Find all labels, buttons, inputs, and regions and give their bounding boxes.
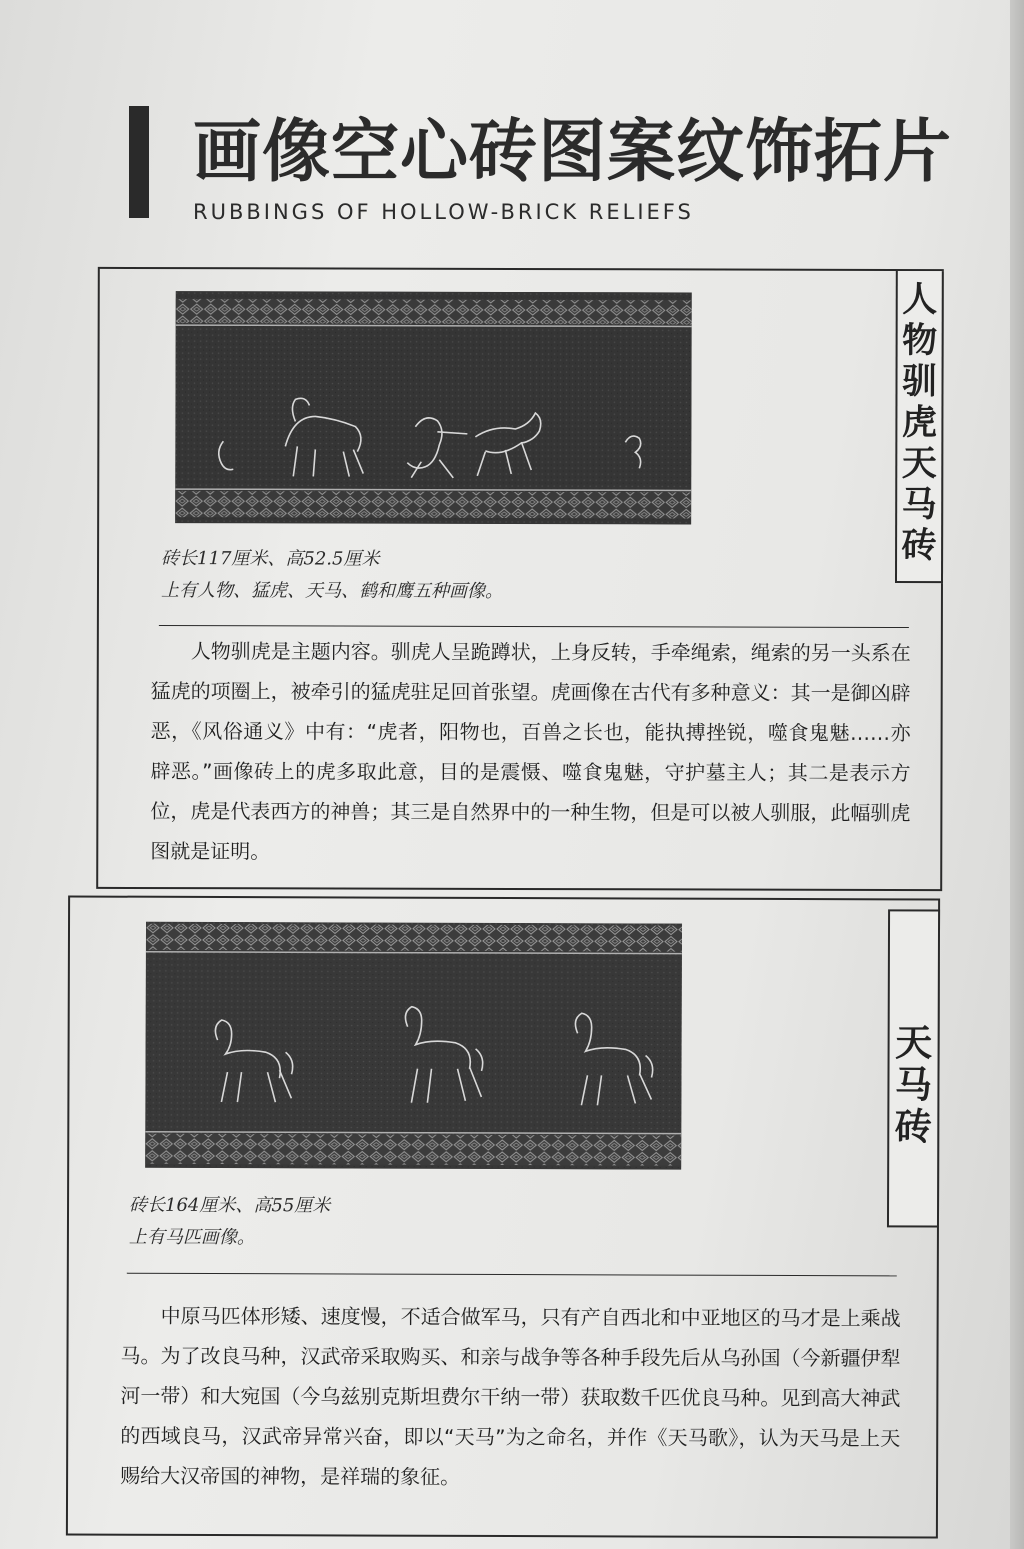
side-label-char: 物	[902, 319, 938, 362]
side-label-char: 驯	[901, 360, 938, 403]
caption-dimensions: 砖长117厘米、高52.5厘米	[161, 548, 380, 570]
side-label-char: 砖	[894, 1104, 932, 1149]
side-label-char: 天	[895, 1020, 933, 1065]
side-label-char: 马	[894, 1062, 933, 1107]
divider-line	[127, 1273, 897, 1277]
page-subtitle: RUBBINGS OF HOLLOW-BRICK RELIEFS	[193, 200, 694, 224]
rubbing-figures	[175, 291, 692, 524]
description-paragraph: 人物驯虎是主题内容。驯虎人呈跪蹲状，上身反转，手牵绳索，绳索的另一头系在猛虎的项圈上，被牵引的猛虎驻足回首张望。虎画像在古代有多种意义：其一是御凶辟恶，《风俗通义》中有：“虎者，阳物也，百兽之长也，能执搏挫锐，噬食鬼魅……亦辟恶。”画像砖上的虎多取此意，目的是震慑、噬食鬼魅，守护墓主人；其二是表示方位，虎是代表西方的神兽；其三是自然界中的一种生物，但是可以被人驯服，此幅驯虎图就是证明。	[150, 639, 911, 864]
side-label-char: 虎	[901, 401, 937, 444]
panel-tiger-taming-brick	[96, 267, 944, 891]
side-label-tab	[887, 909, 940, 1227]
caption-description: 上有马匹画像。	[128, 1226, 255, 1249]
side-label-char: 马	[901, 483, 937, 526]
divider-line	[159, 625, 909, 628]
brick-rubbing-image	[145, 922, 682, 1170]
adjacent-page-edge	[1010, 0, 1024, 1549]
brick-rubbing-image	[175, 291, 692, 524]
title-accent-bar	[129, 106, 149, 218]
side-label-char: 人	[902, 278, 938, 321]
brick-caption	[161, 543, 503, 608]
brick-caption	[129, 1190, 330, 1255]
side-label-char: 天	[901, 442, 937, 485]
panel-heavenly-horse-brick	[66, 895, 940, 1538]
rubbing-figures	[145, 922, 682, 1170]
description-paragraph: 中原马匹体形矮、速度慢，不适合做军马，只有产自西北和中亚地区的马才是上乘战马。为了改良马种，汉武帝采取购买、和亲与战争等各种手段先后从乌孙国（今新疆伊犁河一带）和大宛国（今乌兹别克斯坦费尔干纳一带）获取数千匹优良马种。见到高大神武的西域良马，汉武帝异常兴奋，即以“天马”为之命名，并作《天马歌》，认为天马是上天赐给大汉帝国的神物，是祥瑞的象征。	[120, 1303, 901, 1489]
side-label-tab	[895, 271, 944, 583]
page-title: 画像空心砖图案纹饰拓片	[193, 112, 953, 192]
side-label-char: 砖	[901, 524, 937, 567]
caption-description: 上有人物、猛虎、天马、鹤和鹰五种画像。	[160, 580, 503, 602]
caption-dimensions: 砖长164厘米、高55厘米	[129, 1194, 331, 1217]
